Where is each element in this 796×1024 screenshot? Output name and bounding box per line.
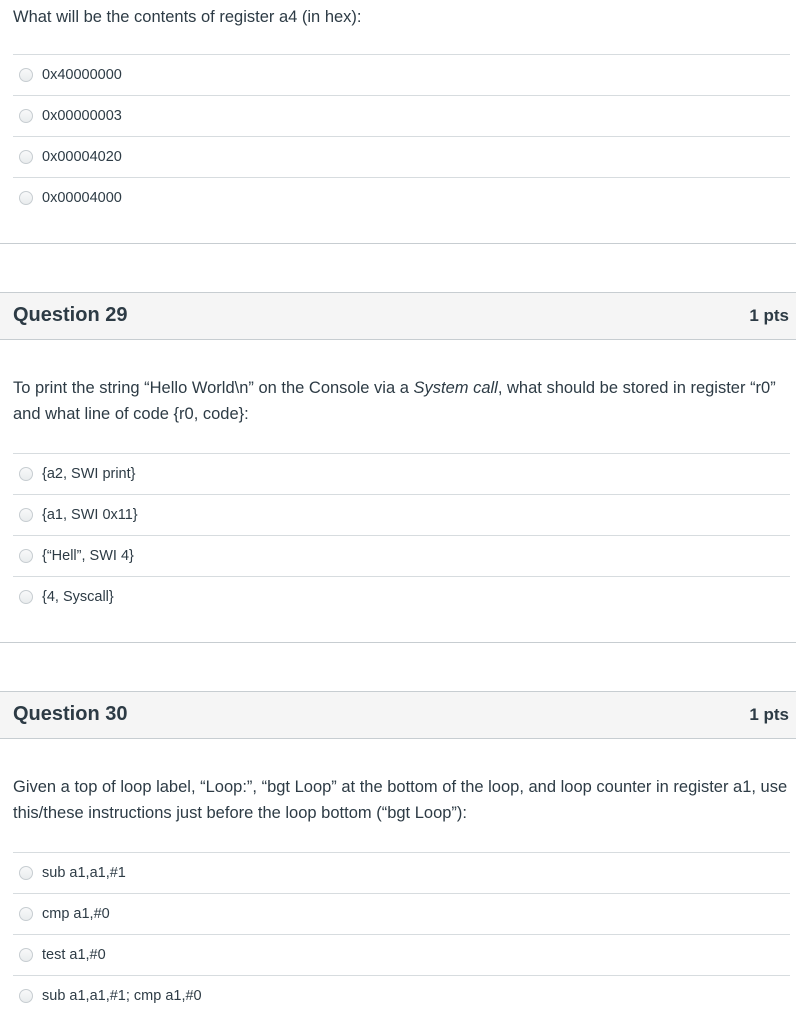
question-28-answers [13, 54, 790, 218]
question-29-title: Question 29 [13, 304, 128, 326]
question-29-prompt-part-2: , what should be stored in register “r0” and what line of code {r0, code}: [13, 379, 776, 423]
radio-button[interactable] [19, 590, 33, 604]
question-30-prompt-text: Given a top of loop label, “Loop:”, “bgt Loop” at the bottom of the loop, and loop counter in register a1, use this/these instructions just before the loop bottom (“bgt Loop”): [13, 778, 788, 822]
answer-option[interactable] [13, 177, 790, 218]
answer-option[interactable] [13, 494, 790, 535]
answer-option[interactable] [13, 453, 790, 494]
answer-option[interactable] [13, 893, 790, 934]
answer-label[interactable]: {a1, SWI 0x11} [42, 507, 138, 523]
answer-option[interactable] [13, 136, 790, 177]
answer-option[interactable] [13, 576, 790, 617]
radio-button[interactable] [19, 109, 33, 123]
answer-label[interactable]: 0x00000003 [42, 108, 122, 124]
answer-option[interactable] [13, 54, 790, 95]
answer-option[interactable] [13, 975, 790, 1016]
question-28-prompt-text: What will be the contents of register a4 (in hex): [13, 8, 362, 26]
question-28-prompt [13, 4, 790, 30]
question-29-prompt-italic: System call [413, 379, 498, 397]
question-divider [0, 243, 796, 244]
answer-label[interactable]: test a1,#0 [42, 947, 106, 963]
radio-button[interactable] [19, 549, 33, 563]
question-29-answers [13, 453, 790, 617]
question-29-prompt-part-1: To print the string “Hello World\n” on the Console via a [13, 379, 414, 397]
answer-label[interactable]: 0x00004020 [42, 149, 122, 165]
question-30-prompt [13, 774, 790, 826]
answer-option[interactable] [13, 934, 790, 975]
answer-label[interactable]: sub a1,a1,#1 [42, 865, 126, 881]
question-29-header [0, 292, 796, 340]
answer-option[interactable] [13, 535, 790, 576]
answer-option[interactable] [13, 852, 790, 893]
radio-button[interactable] [19, 948, 33, 962]
radio-button[interactable] [19, 508, 33, 522]
radio-button[interactable] [19, 150, 33, 164]
radio-button[interactable] [19, 989, 33, 1003]
answer-label[interactable]: {“Hell”, SWI 4} [42, 548, 134, 564]
question-divider [0, 642, 796, 643]
answer-label[interactable]: 0x40000000 [42, 67, 122, 83]
radio-button[interactable] [19, 907, 33, 921]
answer-label[interactable]: sub a1,a1,#1; cmp a1,#0 [42, 988, 202, 1004]
radio-button[interactable] [19, 467, 33, 481]
radio-button[interactable] [19, 191, 33, 205]
question-30-answers [13, 852, 790, 1016]
answer-label[interactable]: 0x00004000 [42, 190, 122, 206]
question-30-points: 1 pts [749, 705, 789, 724]
answer-label[interactable]: {4, Syscall} [42, 589, 114, 605]
question-30-header [0, 691, 796, 739]
answer-label[interactable]: cmp a1,#0 [42, 906, 110, 922]
answer-label[interactable]: {a2, SWI print} [42, 466, 136, 482]
question-29-points: 1 pts [749, 306, 789, 325]
question-30-title: Question 30 [13, 703, 128, 725]
radio-button[interactable] [19, 866, 33, 880]
question-29-prompt [13, 375, 790, 427]
answer-option[interactable] [13, 95, 790, 136]
radio-button[interactable] [19, 68, 33, 82]
